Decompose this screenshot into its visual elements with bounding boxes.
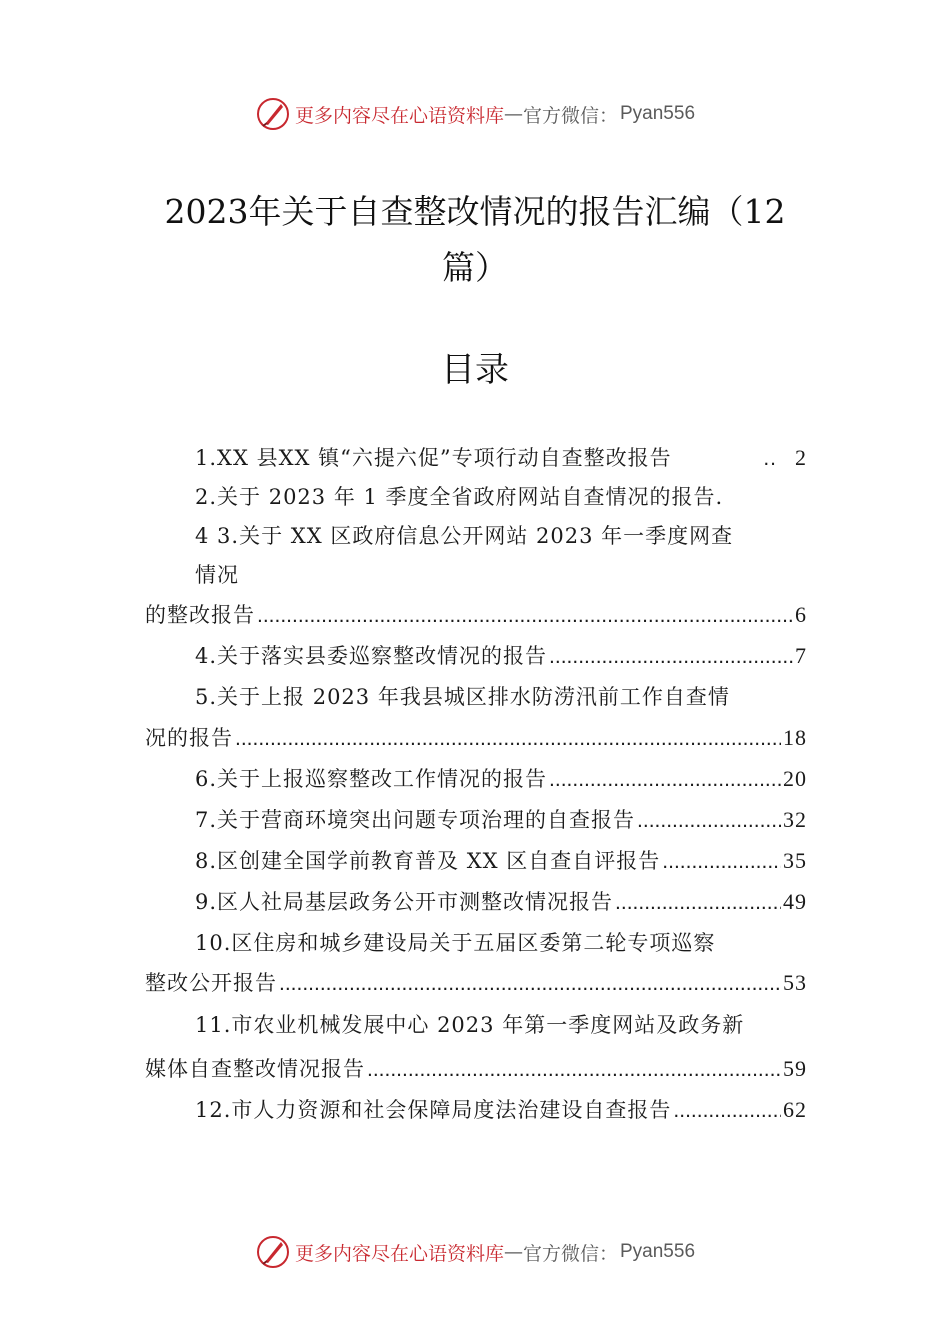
toc-entry-7[interactable] <box>195 803 807 837</box>
toc-entry-11-line-1[interactable] <box>195 1008 807 1042</box>
watermark-label: 官方微信： <box>522 1242 618 1265</box>
toc-entry-5-line-1[interactable] <box>195 680 807 714</box>
toc-entry-1[interactable] <box>195 441 807 475</box>
quill-pen-logo-icon <box>255 1234 291 1270</box>
toc-heading: 目录 <box>441 350 509 390</box>
toc-entry-text: 10.区住房和城乡建设局关于五届区委第二轮专项巡察 <box>195 931 716 955</box>
watermark-label: 官方微信： <box>522 104 618 127</box>
toc-entry-4[interactable] <box>195 639 807 673</box>
toc-dot-leader <box>662 845 781 879</box>
toc-entry-text: 1.XX 县XX 镇“六提六促”专项行动自查整改报告 <box>195 446 672 470</box>
toc-entry-page: 2 <box>795 445 807 470</box>
toc-dot-leader <box>615 886 781 920</box>
toc-entry-page: 32 <box>783 807 807 832</box>
toc-entry-text: 4 3.关于 XX 区政府信息公开网站 2023 年一季度网查 <box>195 524 734 548</box>
toc-entry-text: 11.市农业机械发展中心 2023 年第一季度网站及政务新 <box>195 1013 745 1037</box>
watermark-brand: 更多内容尽在心语资料库 <box>294 104 504 127</box>
toc-dot-leader <box>235 722 781 756</box>
toc-entry-text: 的整改报告 <box>145 603 255 627</box>
toc-entry-3-line-3[interactable] <box>145 598 807 632</box>
watermark-brand: 更多内容尽在心语资料库 <box>294 1242 504 1265</box>
toc-entry-text: 媒体自查整改情况报告 <box>145 1057 365 1081</box>
toc-dot-leader <box>257 599 793 633</box>
toc-entry-text: 9.区人社局基层政务公开市测整改情况报告 <box>195 890 614 914</box>
toc-entry-page: 35 <box>783 848 807 873</box>
title-line-2: 篇） <box>442 248 508 287</box>
toc-entry-page: 18 <box>783 725 807 750</box>
toc-entry-2[interactable] <box>195 480 807 514</box>
toc-dot-leader <box>549 763 781 797</box>
toc-entry-text: 8.区创建全国学前教育普及 XX 区自查自评报告 <box>195 849 661 873</box>
toc-entry-9[interactable] <box>195 885 807 919</box>
toc-entry-page: 6 <box>795 602 807 627</box>
toc-entry-text: 整改公开报告 <box>145 971 277 995</box>
toc-entry-6[interactable] <box>195 762 807 796</box>
watermark-dash: — <box>503 1241 523 1263</box>
toc-entry-text: 4.关于落实县委巡察整改情况的报告 <box>195 644 548 668</box>
document-title <box>145 184 805 296</box>
toc-entry-page: 20 <box>783 766 807 791</box>
toc-entry-text: 6.关于上报巡察整改工作情况的报告 <box>195 767 548 791</box>
toc-entry-8[interactable] <box>195 844 807 878</box>
quill-pen-logo-icon <box>255 96 291 132</box>
toc-entry-page: 53 <box>783 970 807 995</box>
toc-entry-5-line-2[interactable] <box>145 721 807 755</box>
watermark-banner-bottom <box>0 1232 950 1272</box>
toc-entry-text: 况的报告 <box>145 726 233 750</box>
toc-entry-3-line-1[interactable] <box>195 519 807 553</box>
toc-dot-leader <box>367 1053 781 1087</box>
toc-entry-text: 12.市人力资源和社会保障局度法治建设自查报告 <box>195 1098 672 1122</box>
toc-entry-12[interactable] <box>195 1093 807 1127</box>
toc-dot-leader <box>673 1094 781 1128</box>
toc-dot-leader <box>549 640 793 674</box>
toc-entry-page: 7 <box>795 643 807 668</box>
toc-entry-dots: .. <box>763 447 777 470</box>
toc-entry-text: 情况 <box>195 563 239 587</box>
toc-entry-11-line-2[interactable] <box>145 1052 807 1086</box>
watermark-wechat-id: Pyan556 <box>620 1241 696 1262</box>
toc-entry-text: 7.关于营商环境突出问题专项治理的自查报告 <box>195 808 636 832</box>
toc-entry-page: 49 <box>783 889 807 914</box>
toc-entry-text: 5.关于上报 2023 年我县城区排水防涝汛前工作自查情 <box>195 685 730 709</box>
toc-entry-page: 62 <box>783 1097 807 1122</box>
toc-dot-leader <box>279 967 781 1001</box>
watermark-banner-top <box>0 94 950 134</box>
watermark-dash: — <box>503 103 523 125</box>
toc-entry-text: 2.关于 2023 年 1 季度全省政府网站自查情况的报告. <box>195 485 724 509</box>
toc-entry-3-line-2[interactable] <box>195 558 807 592</box>
toc-entry-10-line-2[interactable] <box>145 966 807 1000</box>
toc-entry-page: 59 <box>783 1056 807 1081</box>
title-line-1: 2023年关于自查整改情况的报告汇编（12 <box>164 192 786 231</box>
toc-entry-10-line-1[interactable] <box>195 926 807 960</box>
toc-dot-leader <box>637 804 781 838</box>
watermark-wechat-id: Pyan556 <box>620 103 696 124</box>
